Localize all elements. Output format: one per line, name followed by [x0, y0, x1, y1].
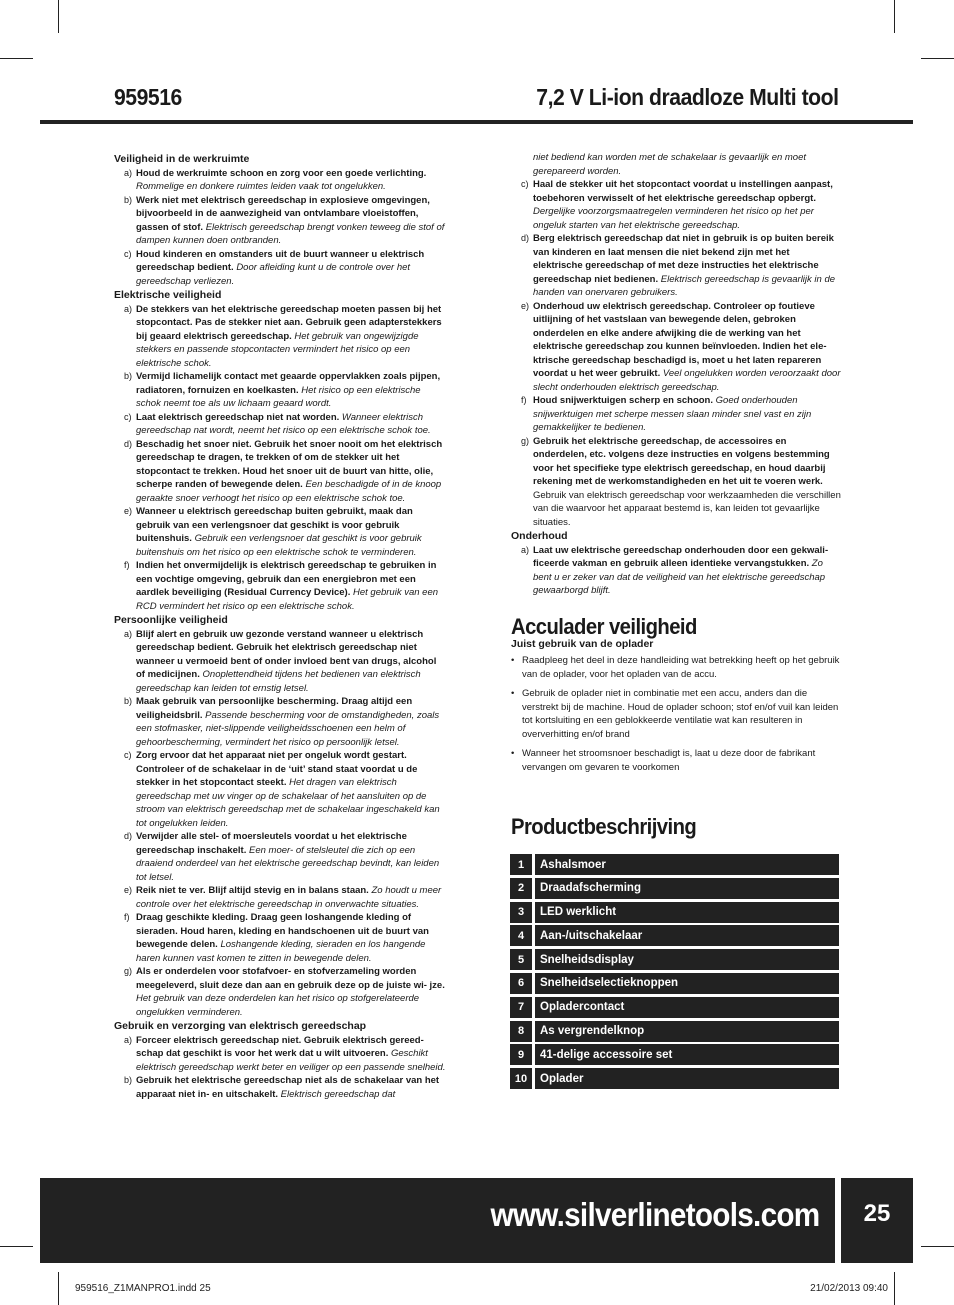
product-number: 9 — [510, 1044, 532, 1065]
product-section — [511, 814, 841, 839]
product-row — [510, 949, 839, 970]
product-name: 41-delige accessoire set — [535, 1044, 839, 1065]
item-letter: g) — [124, 966, 133, 976]
item-letter: d) — [124, 438, 133, 449]
product-list — [510, 854, 839, 1092]
header-rule — [40, 120, 913, 124]
item-bold: Gebruik het elektrische gereedschap niet als de schakelaar van het apparaat niet in- en uitschakelt. — [136, 1075, 440, 1100]
list-item — [114, 1034, 446, 1075]
item-letter: b) — [124, 194, 133, 205]
item-italic: Het dragen van elektrisch gereedschap met uw vinger op de schakelaar of het aansluiten op de stroom van elektrisch gereedschap met de schakelaar ingeschakeld kan tot ongelukken leiden. — [136, 777, 440, 829]
product-number: 4 — [510, 925, 532, 946]
crop-mark — [894, 0, 895, 33]
item-italic: Elektrisch gereedschap brengt vonken teweeg die stof of dampen kunnen doen ontbranden. — [136, 221, 445, 246]
item-letter: f) — [521, 395, 527, 405]
list-item — [114, 411, 446, 438]
item-italic: Elektrisch gereedschap dat — [280, 1088, 396, 1100]
item-italic: Veel ongelukken worden veroorzaakt door slecht onderhouden elektrisch gereedschap. — [533, 368, 841, 393]
list-item — [114, 695, 446, 749]
product-name: Oplader — [535, 1068, 839, 1089]
crop-mark — [894, 1272, 895, 1305]
item-italic: Geschikt elektrisch gereedschap werkt beter en veiliger op een passende snelheid. — [136, 1048, 446, 1073]
item-italic: Wanneer elektrisch gereedschap nat wordt, neemt het risico op een elektrische schok toe. — [136, 411, 431, 436]
item-bold: Als er onderdelen voor stofafvoer- en stofverzameling worden meegeleverd, sluit deze dan aan en gebruik deze op de juiste wi- jze. — [136, 966, 445, 991]
product-number: 8 — [510, 1021, 532, 1042]
item-letter: c) — [521, 179, 529, 189]
item-bold: Haal de stekker uit het stopcontact voordat u instellingen aanpast, toebehoren verwisselt of het elektrische gereedschap opbergt. — [533, 179, 833, 204]
product-name: Snelheidselectieknoppen — [535, 973, 839, 994]
product-name: Snelheidsdisplay — [535, 949, 839, 970]
right-items — [511, 178, 841, 529]
list-item — [114, 884, 446, 911]
section-heading: Persoonlijke veiligheid — [114, 614, 228, 626]
list-item — [114, 370, 446, 411]
list-item — [511, 435, 841, 530]
product-number: 1 — [510, 854, 532, 875]
item-bold: Werk niet met elektrisch gereedschap in explosieve omgevingen, bijvoorbeeld in de aanwezigheid van ontvlambare vloeistoffen, gassen of stof. — [136, 194, 430, 233]
item-italic: Rommelige en donkere ruimtes leiden vaak tot ongelukken. — [136, 181, 386, 192]
item-bold: Forceer elektrisch gereedschap niet. Gebruik elektrisch gereed- schap dat geschikt is voor het werk dat u wilt uitvoeren. — [136, 1034, 424, 1059]
item-italic: Dergelijke voorzorgsmaatregelen verminderen het risico op het per ongeluk starten van het elektrische gereedschap. — [533, 206, 814, 231]
item-bold: Wanneer u elektrisch gereedschap buiten gebruikt, maak dan gebruik van een verlengsnoer dat geschikt is voor gebruik buitenshuis. — [136, 506, 413, 544]
bullet-item: • Gebruik de oplader niet in combinatie met een accu, anders dan die verstrekt bij de machine. Houd de oplader schoon; stof en/of vuil kan leiden tot kortsluiting en een geblokkeerde ventilatie wat kan resulteren in oververhitting en/of brand — [511, 687, 841, 741]
list-item — [114, 303, 446, 371]
list-item: a) Laat uw elektrische gereedschap onderhouden door een gekwali- ficeerde vakman en gebruik alleen identieke vervangstukken. Zo bent u er zeker van dat de veiligheid van het elektrische gereedschap gewaarborgd blijft. — [521, 544, 829, 596]
item-bold: Berg elektrisch gereedschap dat niet in gebruik is op buiten bereik van kinderen en laat mensen die niet bekend zijn met het elektrische gereedschap of met deze instructies het elektrische gereedschap niet bedienen. — [533, 233, 834, 285]
list-item — [114, 248, 446, 289]
item-bold: Indien het onvermijdelijk is elektrisch gereedschap te gebruiken in een vochtige omgeving, gebruik dan een energiebron met een aardlek beveiliging (Residual Currency Device). — [136, 560, 437, 598]
item-italic: Goed onderhouden snijwerktuigen met scherpe messen slaan minder snel vast en zijn gemakkelijker te bedienen. — [533, 395, 812, 433]
crop-mark — [58, 1272, 59, 1305]
item-bold: Zorg ervoor dat het apparaat niet per ongeluk wordt gestart. Controleer of de schakelaar in de ‘uit’ stand staat voordat u de stekker in het stopcontact steekt. — [136, 750, 418, 788]
acculader-subtitle: Juist gebruik van de oplader — [511, 637, 654, 650]
item-bold: De stekkers van het elektrische gereedschap moeten passen bij het stopcontact. Pas de stekker niet aan. Gebruik geen adapterstekkers bij geaard elektrisch gereedschap. — [136, 303, 442, 342]
item-plain: Gebruik van elektrisch gereedschap voor werkzaamheden die verschillen van die waarvoor het apparaat bestemd is, kan leiden tot gevaarlijke situaties. — [533, 489, 841, 528]
list-item — [114, 965, 446, 1019]
acculader-bullets — [511, 654, 841, 774]
item-italic: Het risico op een elektrische schok neemt toe als uw lichaam geaard wordt. — [136, 384, 421, 409]
item-bold: Draag geschikte kleding. Draag geen loshangende kleding of sieraden. Houd haren, kleding en handschoenen uit de buurt van bewegende delen. — [136, 912, 429, 950]
item-bold: Houd snijwerktuigen scherp en schoon. — [533, 395, 713, 406]
list-item — [114, 628, 446, 696]
crop-mark — [921, 1246, 954, 1247]
product-name: LED werklicht — [535, 902, 839, 923]
list-item — [511, 178, 841, 232]
list-item — [114, 1074, 446, 1101]
item-bold: Reik niet te ver. Blijf altijd stevig en in balans staan. — [136, 885, 369, 896]
acculader-title: Acculader veiligheid — [511, 614, 697, 639]
item-italic: Een moer- of stelsleutel die zich op een draaiend onderdeel van het elektrische gereedschap bevindt, kan leiden tot letsel. — [136, 844, 440, 883]
item-bold: Vermijd lichamelijk contact met geaarde oppervlakken zoals pijpen, radiatoren, fornuizen en koelkasten. — [136, 371, 441, 396]
product-number: 3 — [510, 902, 532, 923]
product-name: Aan-/uitschakelaar — [535, 925, 839, 946]
product-number: 5 — [510, 949, 532, 970]
footer-bar — [40, 1178, 835, 1263]
page-title: 7,2 V Li-ion draadloze Multi tool — [536, 84, 839, 110]
section-heading: Elektrische veiligheid — [114, 289, 222, 301]
item-letter: d) — [124, 831, 133, 841]
product-number: 10 — [510, 1068, 532, 1089]
right-column — [511, 151, 841, 598]
product-row — [510, 925, 839, 946]
list-item — [511, 232, 841, 300]
item-italic: Loshangende kleding, sieraden en los hangende haren kunnen vast komen te zitten in bewegende delen. — [136, 939, 426, 964]
item-bold: Houd de werkruimte schoon en zorg voor een goede verlichting. — [136, 167, 427, 179]
product-row — [510, 1021, 839, 1042]
crop-mark — [0, 58, 33, 59]
section-heading: Gebruik en verzorging van elektrisch gereedschap — [114, 1020, 367, 1032]
item-letter: c) — [124, 411, 132, 422]
product-number: 7 — [510, 997, 532, 1018]
slug-datetime: 21/02/2013 09:40 — [810, 1283, 888, 1294]
item-letter: a) — [124, 628, 133, 639]
product-code: 959516 — [114, 84, 182, 110]
section-heading-onderhoud: Onderhoud — [511, 530, 568, 542]
bullet-item: • Raadpleeg het deel in deze handleiding wat betrekking heeft op het gebruik van de oplader, voor het opladen van de accu. — [511, 654, 841, 681]
item-letter: b) — [124, 371, 133, 381]
list-item — [114, 167, 446, 194]
list-item — [114, 830, 446, 884]
product-row — [510, 1068, 839, 1089]
item-italic: Het gebruik van ongewijzigde stekkers en passende stopcontacten vermindert het risico op een elektrische schok. — [136, 330, 419, 369]
item-bold: Gebruik het elektrische gereedschap, de accessoires en onderdelen, etc. volgens deze instructies en volgens bestemming voor het specifieke type elektrisch gereedschap, en houd daarbij rekening met de werkomstandigheden en het uit te voeren werk. — [533, 435, 830, 487]
item-letter: a) — [124, 167, 133, 178]
item-letter: e) — [521, 300, 530, 311]
product-row — [510, 973, 839, 994]
section-heading: Veiligheid in de werkruimte — [114, 153, 250, 165]
item-italic: Gebruik een verlengsnoer dat geschikt is voor gebruik buitenshuis om het risico op een elektrische schok te verminderen. — [136, 533, 422, 558]
item-italic: Passende bescherming voor de omstandigheden, zoals een stofmasker, niet-slippende veiligheidsschoenen een helm of gehoorbescherming, vermindert het risico op persoonlijk letsel. — [136, 709, 440, 748]
item-letter: c) — [124, 248, 132, 259]
product-title: Productbeschrijving — [511, 814, 697, 839]
page-number: 25 — [841, 1178, 913, 1263]
product-row — [510, 902, 839, 923]
item-italic: Het gebruik van een RCD vermindert het risico op een elektrische schok. — [136, 587, 439, 612]
bullet-item: • Wanneer het stroomsnoer beschadigt is, laat u deze door de fabrikant vervangen om gevaren te voorkomen — [511, 747, 841, 774]
item-bold: Blijf alert en gebruik uw gezonde verstand wanneer u elektrisch gereedschap bedient. Gebruik het elektrisch gereedschap niet wanneer u vermoeid bent of onder invloed bent van drugs, alcohol of medicijnen. — [136, 628, 437, 680]
item-letter: b) — [124, 696, 133, 706]
item-letter: d) — [521, 233, 530, 243]
list-item — [511, 300, 841, 395]
left-column — [114, 152, 446, 1101]
item-italic: Een beschadigde of in de knoop geraakte snoer verhoogt het risico op een elektrische schok toe. — [136, 479, 442, 504]
product-name: Ashalsmoer — [535, 854, 839, 875]
product-number: 2 — [510, 878, 532, 899]
list-item — [114, 194, 446, 248]
item-letter: f) — [124, 912, 130, 922]
item-bold: Beschadig het snoer niet. Gebruik het snoer nooit om het elektrisch gereedschap te dragen, te trekken of om de stekker uit het stopcontact te trekken. Houd het snoer uit de buurt van hitte, olie, scherpe randen of bewegende delen. — [136, 438, 443, 490]
list-item — [114, 911, 446, 965]
continuation-text: niet bediend kan worden met de schakelaar is gevaarlijk en moet gerepareerd worden. — [533, 152, 807, 177]
list-item — [114, 505, 446, 559]
product-number: 6 — [510, 973, 532, 994]
product-row — [510, 878, 839, 899]
product-row — [510, 997, 839, 1018]
list-item — [114, 559, 446, 613]
item-bold: Verwijder alle stel- of moersleutels voordat u het elektrische gereedschap inschakelt. — [136, 831, 407, 856]
item-letter: c) — [124, 750, 132, 760]
item-bold: Maak gebruik van persoonlijke bescherming. Draag altijd een veiligheidsbril. — [136, 696, 413, 721]
item-italic: Zo houdt u meer controle over het elektrische gereedschap in onverwachte situaties. — [136, 885, 442, 910]
crop-mark — [921, 58, 954, 59]
crop-mark — [0, 1246, 33, 1247]
item-letter: a) — [124, 1034, 133, 1045]
website-url[interactable]: www.silverlinetools.com — [490, 1196, 819, 1233]
item-bold: Onderhoud uw elektrisch gereedschap. Controleer op foutieve uitlijning of het vastslaan van bewegende delen, gebroken onderdelen en elke andere afwijking die de werking van het elektrische gereedschap zou kunnen beïnvloeden. Indien het ele- ktrische gereedschap beschadigd is, moet u het laten repareren voordat u het weer gebruikt. — [533, 300, 827, 379]
item-italic: Elektrisch gereedschap is gevaarlijk in de handen van onervaren gebruikers. — [533, 273, 836, 298]
item-italic: Onoplettendheid tijdens het bedienen van elektrisch gereedschap kan leiden tot ernstig letsel. — [136, 669, 421, 694]
list-item — [511, 394, 841, 435]
item-bold: Laat elektrisch gereedschap niet nat worden. — [136, 411, 340, 423]
item-letter: f) — [124, 560, 130, 570]
list-item — [114, 749, 446, 830]
product-name: Draadafscherming — [535, 878, 839, 899]
product-row — [510, 854, 839, 875]
item-italic: Door afleiding kunt u de controle over het gereedschap verliezen. — [136, 262, 411, 287]
item-letter: e) — [124, 885, 133, 895]
item-letter: e) — [124, 506, 133, 516]
acculader-section — [511, 614, 841, 780]
item-letter: g) — [521, 435, 530, 446]
product-name: Opladercontact — [535, 997, 839, 1018]
item-letter: a) — [124, 303, 133, 314]
item-italic: Het gebruik van deze onderdelen kan het risico op stofgerelateerde ongelukken verminderen. — [136, 993, 420, 1018]
slug-file: 959516_Z1MANPRO1.indd 25 — [75, 1283, 211, 1294]
list-item — [114, 438, 446, 506]
product-name: As vergrendelknop — [535, 1021, 839, 1042]
crop-mark — [58, 0, 59, 33]
item-letter: b) — [124, 1075, 133, 1085]
item-bold: Houd kinderen en omstanders uit de buurt wanneer u elektrisch gereedschap bedient. — [136, 248, 425, 273]
product-row — [510, 1044, 839, 1065]
